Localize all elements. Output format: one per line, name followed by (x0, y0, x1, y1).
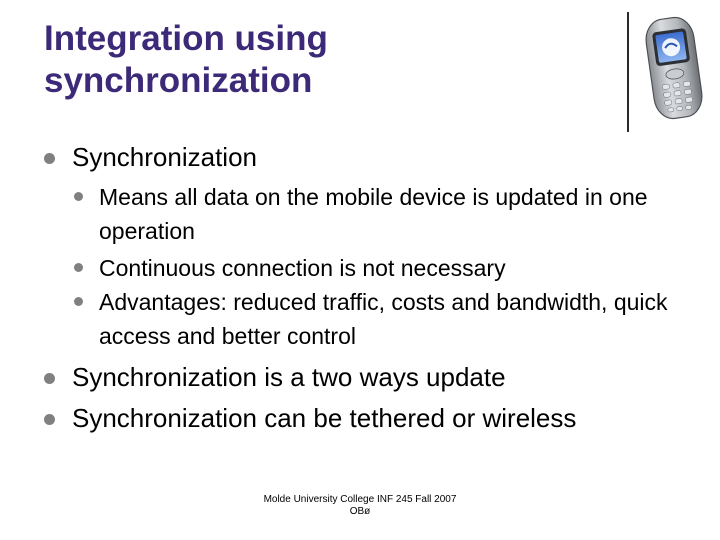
bullet-marker (44, 373, 55, 384)
bullet-item-tethered-or-wireless: Synchronization can be tethered or wireless (72, 403, 577, 433)
sub-bullet-marker (74, 263, 83, 272)
sub-bullet-marker (74, 192, 83, 201)
footer-line-2: OBø (349, 506, 371, 517)
slide-title-line-1: Integration using (44, 19, 328, 58)
slide-title-line-2: synchronization (44, 61, 313, 100)
sub-bullet-item-continuous-connection: Continuous connection is not necessary (99, 255, 506, 281)
mobile-phone-image (638, 14, 710, 122)
sub-bullet-item-means-all-data: Means all data on the mobile device is updated in one operation (99, 184, 648, 244)
bullet-item-synchronization: Synchronization (72, 142, 257, 172)
bullet-marker (44, 153, 55, 164)
bullet-item-two-ways-update: Synchronization is a two ways update (72, 362, 506, 392)
title-divider (627, 12, 629, 132)
footer-line-1: Molde University College INF 245 Fall 2007 (263, 494, 457, 505)
bullet-marker (44, 414, 55, 425)
sub-bullet-item-advantages: Advantages: reduced traffic, costs and bandwidth, quick access and better control (99, 289, 668, 349)
slide-footer (220, 494, 500, 518)
sub-bullet-marker (74, 297, 83, 306)
slide-title (44, 18, 328, 102)
